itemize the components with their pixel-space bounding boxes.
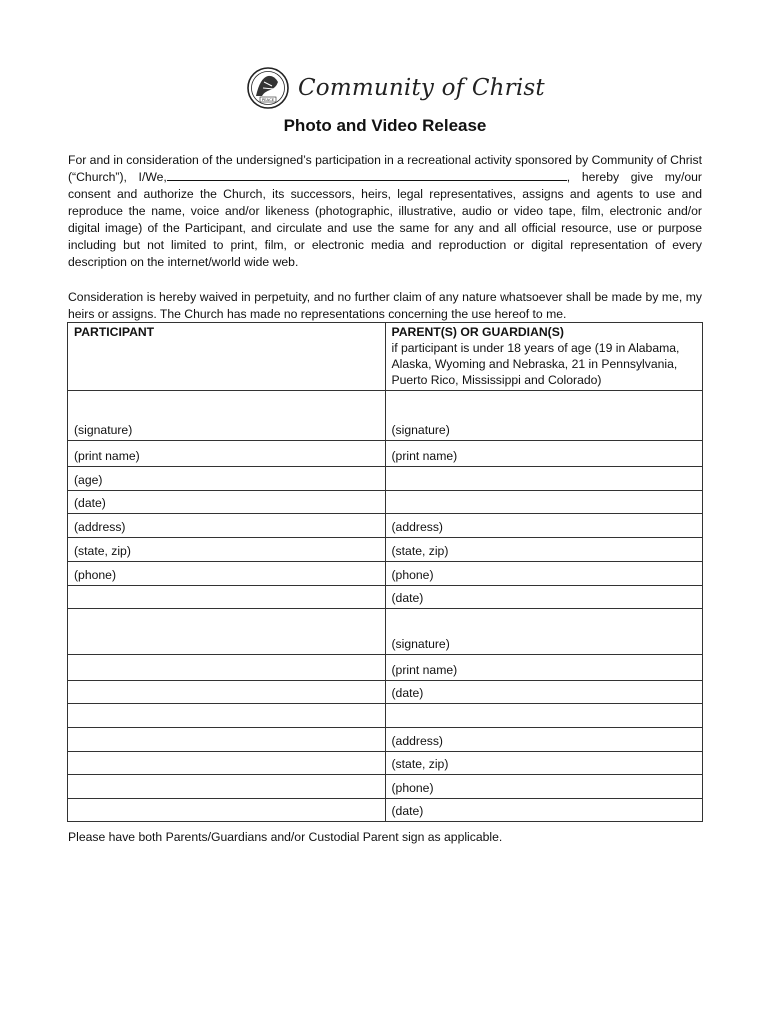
consent-text-start: For and in consideration of the undersigned’s participation in a recreational activity sponsored by Community of Christ (“Church”), I/We, xyxy=(68,153,702,184)
guardian2-print-name-field[interactable]: (print name) xyxy=(385,655,703,681)
guardian-header-cell xyxy=(385,323,703,391)
guardian2-state-zip-field[interactable]: (state, zip) xyxy=(385,752,703,775)
guardian1-signature-field[interactable]: (signature) xyxy=(385,391,703,441)
name-blank-line[interactable] xyxy=(167,170,567,181)
participant-phone-field[interactable]: (phone) xyxy=(68,562,386,586)
guardian1-date-field[interactable]: (date) xyxy=(385,586,703,609)
participant-date-field[interactable]: (date) xyxy=(68,491,386,514)
guardian1-print-name-field[interactable]: (print name) xyxy=(385,441,703,467)
guardian1-address-field[interactable]: (address) xyxy=(385,514,703,538)
participant-address-field[interactable]: (address) xyxy=(68,514,386,538)
empty-cell xyxy=(68,775,386,799)
consent-paragraph xyxy=(68,152,702,271)
empty-cell xyxy=(385,704,703,728)
guardian2-date-field[interactable]: (date) xyxy=(385,681,703,704)
empty-cell xyxy=(68,586,386,609)
consent-text-end: , hereby give my/our consent and authorize the Church, its successors, heirs, legal representatives, assigns and agents to use and reproduce the name, voice and/or likeness (photographic, illustrative, audio or video tape, film, electronic and/or digital image) of the Participant, and circulate and use the same for any and all official resource, use or purpose including but not limited to print, film, or electronic media and reproduction or digital representation of every description on the internet/world wide web. xyxy=(68,170,702,269)
guardian2-address-field[interactable]: (address) xyxy=(385,728,703,752)
participant-age-field[interactable]: (age) xyxy=(68,467,386,491)
participant-print-name-field[interactable]: (print name) xyxy=(68,441,386,467)
waiver-paragraph: Consideration is hereby waived in perpetuity, and no further claim of any nature whatsoever shall be made by me, my heirs or assigns. The Church has made no representations concerning the use hereof to me. xyxy=(68,290,702,321)
guardian2-date-field[interactable]: (date) xyxy=(385,799,703,822)
guardian-age-note: if participant is under 18 years of age (19 in Alabama, Alaska, Wyoming and Nebraska, 21 in Pennsylvania, Puerto Rico, Mississippi and Colorado) xyxy=(391,341,680,387)
guardian2-signature-field[interactable]: (signature) xyxy=(385,609,703,655)
page-title: Photo and Video Release xyxy=(283,116,487,135)
empty-cell xyxy=(68,655,386,681)
guardian2-phone-field[interactable]: (phone) xyxy=(385,775,703,799)
empty-cell xyxy=(68,799,386,822)
empty-cell xyxy=(68,728,386,752)
guardian-header: PARENT(S) OR GUARDIAN(S) xyxy=(391,325,564,339)
seal-text: PEACE xyxy=(261,97,275,103)
participant-header-cell xyxy=(68,323,386,391)
empty-cell xyxy=(68,752,386,775)
participant-signature-field[interactable]: (signature) xyxy=(68,391,386,441)
empty-cell xyxy=(68,609,386,655)
participant-header: PARTICIPANT xyxy=(74,325,155,339)
guardian1-phone-field[interactable]: (phone) xyxy=(385,562,703,586)
church-seal-icon xyxy=(246,66,290,110)
guardian1-state-zip-field[interactable]: (state, zip) xyxy=(385,538,703,562)
footer-note: Please have both Parents/Guardians and/or Custodial Parent sign as applicable. xyxy=(68,830,503,844)
empty-cell xyxy=(68,681,386,704)
empty-cell xyxy=(385,467,703,491)
empty-cell xyxy=(68,704,386,728)
participant-state-zip-field[interactable]: (state, zip) xyxy=(68,538,386,562)
organization-name: Community of Christ xyxy=(298,75,545,101)
signature-table xyxy=(67,322,703,822)
empty-cell xyxy=(385,491,703,514)
organization-logo xyxy=(246,66,545,110)
